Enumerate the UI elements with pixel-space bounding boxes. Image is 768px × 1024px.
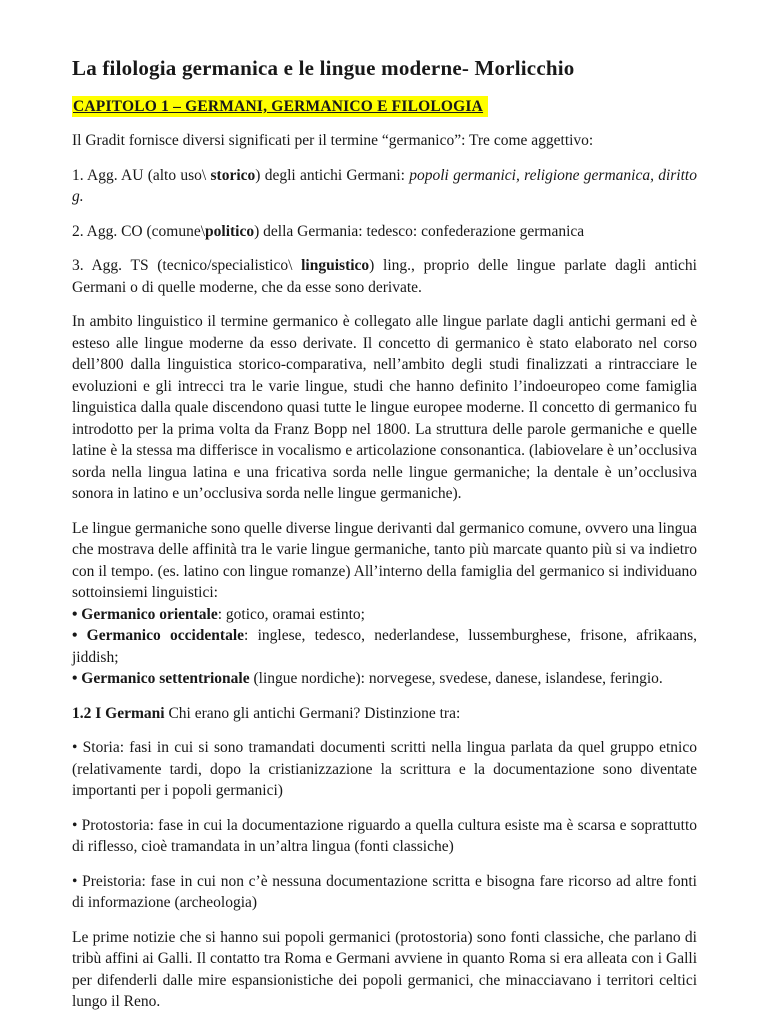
paragraph [72, 311, 697, 505]
paragraph [72, 871, 697, 914]
paragraph [72, 518, 697, 604]
list-item [72, 604, 697, 626]
text-run: Le prime notizie che si hanno sui popoli germanici (protostoria) sono fonti classiche, che parlano di tribù affini ai Galli. Il contatto tra Roma e Germani avviene in quanto Roma si era alleata con i Galli per difenderli dalle mire espansionistiche dei popoli germanici, che minacciavano i territori celtici lungo il Reno. [72, 928, 697, 1010]
text-run: • Germanico settentrionale [72, 670, 250, 687]
text-run: 2. Agg. CO (comune\ [72, 222, 206, 240]
text-run: • Storia: fasi in cui si sono tramandati documenti scritti nella lingua parlata da quel gruppo etnico (relativamente tardi, dopo la cristianizzazione la scrittura e la documentazione sono diventate importanti per i popoli germanici) [72, 739, 697, 799]
text-run: • Protostoria: fase in cui la documentazione riguardo a quella cultura esiste ma è scarsa e soprattutto di riflesso, cioè tramandata in un’altra lingua (fonti classiche) [72, 816, 697, 855]
text-run: ) degli antichi Germani: [255, 166, 410, 184]
text-run: 3. Agg. TS (tecnico/specialistico\ [72, 257, 302, 274]
text-run: 1. Agg. AU (alto uso\ [72, 166, 211, 184]
text-run: • Germanico occidentale [72, 627, 245, 644]
text-run: • Germanico orientale [72, 605, 218, 623]
text-run: ) della Germania: tedesco: confederazione germanica [254, 222, 585, 240]
chapter-heading [72, 96, 697, 117]
text-run: • Preistoria: fase in cui non c’è nessuna documentazione scritta e bisogna fare ricorso ad altre fonti di informazione (archeologia) [72, 872, 697, 911]
paragraph [72, 221, 697, 243]
chapter-heading-highlight: CAPITOLO 1 – GERMANI, GERMANICO E FILOLOGIA [72, 96, 488, 117]
document-body [72, 130, 697, 1013]
paragraph [72, 130, 697, 152]
text-run: Le lingue germaniche sono quelle diverse lingue derivanti dal germanico comune, ovvero una lingua che mostrava delle affinità tra le varie lingue germaniche, tanto più marcate quanto più si va indietro con il tempo. (es. latino con lingue romanze) All’interno della famiglia del germanico si individuano sottoinsiemi linguistici: [72, 519, 697, 601]
text-run: 1.2 I Germani [72, 704, 165, 722]
text-run: popoli germanici, religione germanica, diritto g. [72, 166, 697, 205]
text-run: Chi erano gli antichi Germani? Distinzione tra: [164, 704, 461, 722]
text-run: ) ling., proprio delle lingue parlate dagli antichi Germani o di quelle moderne, che da esse sono derivate. [72, 257, 697, 296]
text-run: : inglese, tedesco, nederlandese, lussemburghese, frisone, afrikaans, jiddish; [72, 627, 697, 666]
text-run: (lingue nordiche): norvegese, svedese, danese, islandese, feringio. [249, 670, 663, 687]
document-title: La filologia germanica e le lingue moderne- Morlicchio [72, 56, 575, 80]
text-run: linguistico [301, 257, 370, 274]
paragraph [72, 815, 697, 858]
text-run: : gotico, oramai estinto; [217, 605, 365, 623]
text-run: Il Gradit fornisce diversi significati per il termine “germanico”: Tre come aggettivo: [72, 132, 594, 149]
text-run: politico [205, 222, 255, 240]
paragraph [72, 703, 697, 725]
text-run: In ambito linguistico il termine germanico è collegato alle lingue parlate dagli antichi germani ed è esteso alle lingue moderne da esso derivate. Il concetto di germanico è stato elaborato nel corso dell’800 dalla linguistica storico-comparativa, nell’ambito degli studi finalizzati a rintracciare le evoluzioni e gli intrecci tra le varie lingue, studi che hanno definito l’indoeuropeo come famiglia linguistica dalla quale discendono quasi tutte le lingue europee moderne. Il concetto di germanico fu introdotto per la prima volta da Franz Bopp nel 1800. La struttura delle parole germaniche e quelle latine è la stessa ma differisce in vocalismo e articolazione consonantica. (labiovelare è un’occlusiva sorda nella lingua latina e una fricativa sorda nelle lingue germaniche; la dentale è un’occlusiva sonora in latino e un’occlusiva sorda nelle lingue germaniche). [72, 313, 697, 502]
list-item [72, 625, 697, 668]
text-run: storico [210, 166, 256, 184]
paragraph [72, 165, 697, 208]
paragraph [72, 737, 697, 802]
list-item [72, 668, 697, 690]
paragraph [72, 255, 697, 298]
paragraph [72, 927, 697, 1013]
